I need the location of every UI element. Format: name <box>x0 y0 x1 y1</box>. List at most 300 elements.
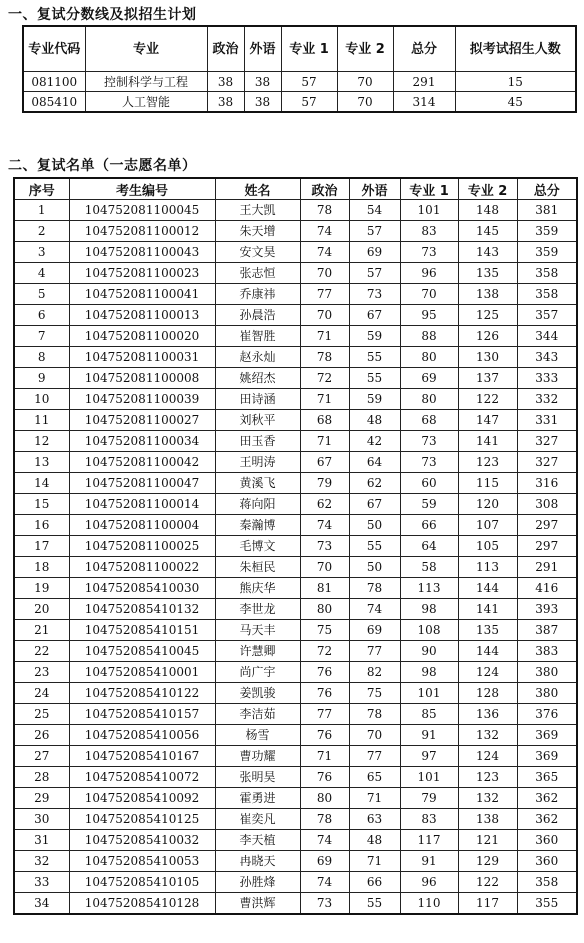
table-cell: 孙胜烽 <box>215 872 300 893</box>
table-cell: 73 <box>400 431 458 452</box>
table-cell: 104752081100031 <box>69 347 215 368</box>
score-line-body <box>23 72 576 113</box>
table-cell: 72 <box>300 641 349 662</box>
table-cell: 343 <box>517 347 577 368</box>
table-cell: 77 <box>300 284 349 305</box>
table-cell: 71 <box>349 788 400 809</box>
table-row <box>14 872 577 893</box>
table-cell: 138 <box>458 809 517 830</box>
table-row <box>14 599 577 620</box>
table-cell: 360 <box>517 830 577 851</box>
table-cell: 李世龙 <box>215 599 300 620</box>
table-cell: 104752081100039 <box>69 389 215 410</box>
table-cell: 75 <box>300 620 349 641</box>
table-cell: 人工智能 <box>85 92 207 113</box>
table-cell: 赵永灿 <box>215 347 300 368</box>
column-header: 考生编号 <box>69 178 215 200</box>
table-cell: 104752081100004 <box>69 515 215 536</box>
table-cell: 57 <box>281 72 337 92</box>
table-cell: 12 <box>14 431 69 452</box>
table-cell: 130 <box>458 347 517 368</box>
table-cell: 104752081100027 <box>69 410 215 431</box>
table-cell: 66 <box>400 515 458 536</box>
table-cell: 104752085410157 <box>69 704 215 725</box>
table-cell: 11 <box>14 410 69 431</box>
table-row <box>14 473 577 494</box>
table-cell: 380 <box>517 683 577 704</box>
table-cell: 48 <box>349 830 400 851</box>
table-row <box>14 200 577 221</box>
column-header: 外语 <box>349 178 400 200</box>
table-cell: 358 <box>517 284 577 305</box>
column-header: 专业 <box>85 26 207 72</box>
section1-heading: 一、复试分数线及拟招生计划 <box>8 7 197 23</box>
table-cell: 393 <box>517 599 577 620</box>
column-header: 政治 <box>300 178 349 200</box>
table-cell: 104752085410053 <box>69 851 215 872</box>
table-cell: 129 <box>458 851 517 872</box>
table-cell: 104752081100042 <box>69 452 215 473</box>
table-cell: 熊庆华 <box>215 578 300 599</box>
table-cell: 416 <box>517 578 577 599</box>
table-row <box>14 347 577 368</box>
table-cell: 83 <box>400 809 458 830</box>
table-cell: 104752081100020 <box>69 326 215 347</box>
table-cell: 104752085410128 <box>69 893 215 915</box>
table-cell: 74 <box>300 221 349 242</box>
table-cell: 70 <box>337 92 393 113</box>
table-cell: 113 <box>400 578 458 599</box>
table-cell: 104752085410105 <box>69 872 215 893</box>
table-cell: 70 <box>349 725 400 746</box>
table-cell: 69 <box>349 620 400 641</box>
table-cell: 085410 <box>23 92 85 113</box>
table-cell: 74 <box>300 872 349 893</box>
table-cell: 360 <box>517 851 577 872</box>
table-cell: 331 <box>517 410 577 431</box>
table-cell: 朱天增 <box>215 221 300 242</box>
table-row <box>14 263 577 284</box>
table-cell: 朱桓民 <box>215 557 300 578</box>
table-cell: 27 <box>14 746 69 767</box>
table-cell: 104752085410092 <box>69 788 215 809</box>
column-header: 外语 <box>244 26 281 72</box>
table-cell: 32 <box>14 851 69 872</box>
table-cell: 104752085410032 <box>69 830 215 851</box>
table-cell: 50 <box>349 515 400 536</box>
table-cell: 45 <box>455 92 576 113</box>
table-cell: 张志恒 <box>215 263 300 284</box>
table-cell: 69 <box>349 242 400 263</box>
table-cell: 358 <box>517 263 577 284</box>
table-cell: 357 <box>517 305 577 326</box>
table-cell: 101 <box>400 683 458 704</box>
table-cell: 63 <box>349 809 400 830</box>
table-cell: 秦瀚博 <box>215 515 300 536</box>
table-cell: 13 <box>14 452 69 473</box>
table-cell: 76 <box>300 683 349 704</box>
table-row <box>14 494 577 515</box>
table-cell: 383 <box>517 641 577 662</box>
table-cell: 141 <box>458 431 517 452</box>
table-cell: 孙晨浩 <box>215 305 300 326</box>
table-row <box>14 284 577 305</box>
table-cell: 135 <box>458 620 517 641</box>
table-row <box>14 515 577 536</box>
table-cell: 135 <box>458 263 517 284</box>
table-cell: 67 <box>300 452 349 473</box>
table-cell: 291 <box>393 72 455 92</box>
table-cell: 145 <box>458 221 517 242</box>
table-cell: 104752085410056 <box>69 725 215 746</box>
table-cell: 148 <box>458 200 517 221</box>
table-cell: 71 <box>300 431 349 452</box>
table-cell: 李洁茹 <box>215 704 300 725</box>
table-cell: 132 <box>458 788 517 809</box>
table-cell: 姜凯骏 <box>215 683 300 704</box>
table-cell: 95 <box>400 305 458 326</box>
table-cell: 霍勇进 <box>215 788 300 809</box>
table-cell: 65 <box>349 767 400 788</box>
table-cell: 55 <box>349 536 400 557</box>
table-cell: 19 <box>14 578 69 599</box>
table-row <box>14 725 577 746</box>
table-cell: 16 <box>14 515 69 536</box>
table-cell: 74 <box>349 599 400 620</box>
table-cell: 杨雪 <box>215 725 300 746</box>
section2-heading: 二、复试名单（一志愿名单） <box>8 158 197 174</box>
table-cell: 54 <box>349 200 400 221</box>
table-cell: 141 <box>458 599 517 620</box>
table-cell: 安文昊 <box>215 242 300 263</box>
table-cell: 69 <box>300 851 349 872</box>
table-cell: 73 <box>400 242 458 263</box>
table-cell: 崔智胜 <box>215 326 300 347</box>
table-cell: 42 <box>349 431 400 452</box>
table-cell: 38 <box>207 92 244 113</box>
table-cell: 123 <box>458 452 517 473</box>
table-cell: 121 <box>458 830 517 851</box>
table-cell: 104752081100043 <box>69 242 215 263</box>
table-cell: 104752081100025 <box>69 536 215 557</box>
table-cell: 104752085410132 <box>69 599 215 620</box>
table-row <box>14 830 577 851</box>
table-cell: 081100 <box>23 72 85 92</box>
table-cell: 78 <box>349 578 400 599</box>
table-cell: 曹功耀 <box>215 746 300 767</box>
table-cell: 77 <box>349 641 400 662</box>
table-cell: 76 <box>300 725 349 746</box>
table-cell: 316 <box>517 473 577 494</box>
table-cell: 80 <box>400 347 458 368</box>
table-cell: 23 <box>14 662 69 683</box>
table-row <box>14 767 577 788</box>
table-cell: 297 <box>517 515 577 536</box>
column-header: 拟考试招生人数 <box>455 26 576 72</box>
table-cell: 77 <box>349 746 400 767</box>
table-cell: 344 <box>517 326 577 347</box>
table-cell: 55 <box>349 368 400 389</box>
table-row <box>14 305 577 326</box>
table-row <box>14 431 577 452</box>
table-row <box>14 683 577 704</box>
table-cell: 291 <box>517 557 577 578</box>
table-cell: 67 <box>349 494 400 515</box>
table-cell: 80 <box>400 389 458 410</box>
table-cell: 38 <box>244 92 281 113</box>
table-cell: 78 <box>349 704 400 725</box>
table-cell: 327 <box>517 452 577 473</box>
table-cell: 104752085410167 <box>69 746 215 767</box>
table-cell: 马天丰 <box>215 620 300 641</box>
table-row <box>14 368 577 389</box>
table-cell: 蒋向阳 <box>215 494 300 515</box>
table-row <box>14 452 577 473</box>
table-cell: 70 <box>300 305 349 326</box>
table-cell: 21 <box>14 620 69 641</box>
table-cell: 34 <box>14 893 69 915</box>
table-cell: 71 <box>349 851 400 872</box>
table-cell: 104752085410001 <box>69 662 215 683</box>
table-cell: 57 <box>349 263 400 284</box>
table-cell: 15 <box>455 72 576 92</box>
table-cell: 3 <box>14 242 69 263</box>
column-header: 专业 2 <box>458 178 517 200</box>
table-cell: 355 <box>517 893 577 915</box>
table-row <box>14 410 577 431</box>
table-cell: 104752081100041 <box>69 284 215 305</box>
table-cell: 5 <box>14 284 69 305</box>
table-cell: 55 <box>349 347 400 368</box>
table-cell: 362 <box>517 809 577 830</box>
table-row <box>14 662 577 683</box>
table-cell: 78 <box>300 809 349 830</box>
table-cell: 29 <box>14 788 69 809</box>
retest-list-table <box>13 177 578 915</box>
table-row <box>14 746 577 767</box>
table-cell: 70 <box>400 284 458 305</box>
table-cell: 369 <box>517 725 577 746</box>
table-cell: 17 <box>14 536 69 557</box>
table-cell: 48 <box>349 410 400 431</box>
table-cell: 74 <box>300 830 349 851</box>
table-cell: 24 <box>14 683 69 704</box>
retest-list-header-row <box>14 178 577 200</box>
table-cell: 117 <box>458 893 517 915</box>
column-header: 专业 1 <box>281 26 337 72</box>
score-line-header-row <box>23 26 576 72</box>
table-cell: 147 <box>458 410 517 431</box>
table-cell: 104752085410125 <box>69 809 215 830</box>
table-row <box>14 851 577 872</box>
table-cell: 田玉香 <box>215 431 300 452</box>
table-cell: 李天植 <box>215 830 300 851</box>
table-cell: 327 <box>517 431 577 452</box>
table-cell: 68 <box>300 410 349 431</box>
table-cell: 132 <box>458 725 517 746</box>
table-cell: 82 <box>349 662 400 683</box>
table-cell: 90 <box>400 641 458 662</box>
table-cell: 67 <box>349 305 400 326</box>
table-row <box>14 389 577 410</box>
table-cell: 122 <box>458 872 517 893</box>
table-cell: 104752081100012 <box>69 221 215 242</box>
table-cell: 26 <box>14 725 69 746</box>
table-cell: 365 <box>517 767 577 788</box>
table-cell: 38 <box>207 72 244 92</box>
table-cell: 136 <box>458 704 517 725</box>
table-cell: 138 <box>458 284 517 305</box>
table-cell: 55 <box>349 893 400 915</box>
table-cell: 91 <box>400 851 458 872</box>
table-cell: 314 <box>393 92 455 113</box>
table-row <box>14 221 577 242</box>
table-cell: 380 <box>517 662 577 683</box>
table-cell: 77 <box>300 704 349 725</box>
table-cell: 18 <box>14 557 69 578</box>
table-cell: 田诗涵 <box>215 389 300 410</box>
table-cell: 359 <box>517 242 577 263</box>
table-cell: 78 <box>300 200 349 221</box>
table-cell: 76 <box>300 662 349 683</box>
table-cell: 104752081100034 <box>69 431 215 452</box>
table-cell: 369 <box>517 746 577 767</box>
table-cell: 尚广宇 <box>215 662 300 683</box>
table-cell: 9 <box>14 368 69 389</box>
table-cell: 76 <box>300 767 349 788</box>
table-cell: 104752085410122 <box>69 683 215 704</box>
table-cell: 96 <box>400 872 458 893</box>
table-cell: 50 <box>349 557 400 578</box>
table-cell: 25 <box>14 704 69 725</box>
table-cell: 59 <box>349 389 400 410</box>
table-cell: 崔奕凡 <box>215 809 300 830</box>
table-cell: 104752081100047 <box>69 473 215 494</box>
table-cell: 122 <box>458 389 517 410</box>
table-cell: 332 <box>517 389 577 410</box>
table-cell: 57 <box>349 221 400 242</box>
table-row <box>14 326 577 347</box>
table-cell: 59 <box>400 494 458 515</box>
table-cell: 王明涛 <box>215 452 300 473</box>
table-cell: 128 <box>458 683 517 704</box>
table-cell: 78 <box>300 347 349 368</box>
table-cell: 冉晓天 <box>215 851 300 872</box>
table-cell: 333 <box>517 368 577 389</box>
table-row <box>14 536 577 557</box>
table-cell: 137 <box>458 368 517 389</box>
table-cell: 8 <box>14 347 69 368</box>
table-cell: 113 <box>458 557 517 578</box>
table-cell: 117 <box>400 830 458 851</box>
table-cell: 96 <box>400 263 458 284</box>
table-cell: 62 <box>300 494 349 515</box>
table-cell: 72 <box>300 368 349 389</box>
table-cell: 79 <box>300 473 349 494</box>
table-cell: 126 <box>458 326 517 347</box>
table-cell: 104752081100045 <box>69 200 215 221</box>
table-cell: 73 <box>400 452 458 473</box>
table-cell: 80 <box>300 599 349 620</box>
table-row <box>23 92 576 113</box>
table-cell: 60 <box>400 473 458 494</box>
table-cell: 75 <box>349 683 400 704</box>
table-row <box>14 557 577 578</box>
table-cell: 362 <box>517 788 577 809</box>
table-cell: 123 <box>458 767 517 788</box>
column-header: 总分 <box>393 26 455 72</box>
table-cell: 98 <box>400 662 458 683</box>
table-cell: 68 <box>400 410 458 431</box>
table-cell: 64 <box>349 452 400 473</box>
table-cell: 101 <box>400 200 458 221</box>
column-header: 专业代码 <box>23 26 85 72</box>
table-cell: 110 <box>400 893 458 915</box>
table-cell: 7 <box>14 326 69 347</box>
table-cell: 104752085410030 <box>69 578 215 599</box>
table-cell: 6 <box>14 305 69 326</box>
table-cell: 120 <box>458 494 517 515</box>
table-row <box>14 620 577 641</box>
table-cell: 107 <box>458 515 517 536</box>
table-cell: 81 <box>300 578 349 599</box>
table-cell: 105 <box>458 536 517 557</box>
table-row <box>14 641 577 662</box>
table-cell: 144 <box>458 641 517 662</box>
table-cell: 308 <box>517 494 577 515</box>
table-cell: 58 <box>400 557 458 578</box>
table-cell: 125 <box>458 305 517 326</box>
table-cell: 曹洪辉 <box>215 893 300 915</box>
table-cell: 71 <box>300 389 349 410</box>
table-cell: 乔康祎 <box>215 284 300 305</box>
table-cell: 297 <box>517 536 577 557</box>
table-cell: 33 <box>14 872 69 893</box>
table-row <box>14 578 577 599</box>
table-cell: 4 <box>14 263 69 284</box>
table-row <box>14 809 577 830</box>
table-cell: 70 <box>300 263 349 284</box>
table-cell: 104752085410151 <box>69 620 215 641</box>
table-cell: 14 <box>14 473 69 494</box>
table-row <box>23 72 576 92</box>
table-cell: 71 <box>300 746 349 767</box>
table-cell: 59 <box>349 326 400 347</box>
table-cell: 70 <box>337 72 393 92</box>
table-cell: 控制科学与工程 <box>85 72 207 92</box>
table-cell: 104752081100014 <box>69 494 215 515</box>
table-cell: 69 <box>400 368 458 389</box>
table-cell: 104752081100023 <box>69 263 215 284</box>
table-cell: 张明昊 <box>215 767 300 788</box>
table-cell: 85 <box>400 704 458 725</box>
table-cell: 124 <box>458 746 517 767</box>
table-row <box>14 242 577 263</box>
table-cell: 22 <box>14 641 69 662</box>
table-cell: 66 <box>349 872 400 893</box>
table-cell: 143 <box>458 242 517 263</box>
table-cell: 144 <box>458 578 517 599</box>
score-line-table <box>22 25 577 113</box>
table-cell: 62 <box>349 473 400 494</box>
column-header: 专业 2 <box>337 26 393 72</box>
retest-list-body <box>14 200 577 915</box>
table-cell: 97 <box>400 746 458 767</box>
table-cell: 73 <box>349 284 400 305</box>
column-header: 姓名 <box>215 178 300 200</box>
table-cell: 88 <box>400 326 458 347</box>
table-cell: 381 <box>517 200 577 221</box>
